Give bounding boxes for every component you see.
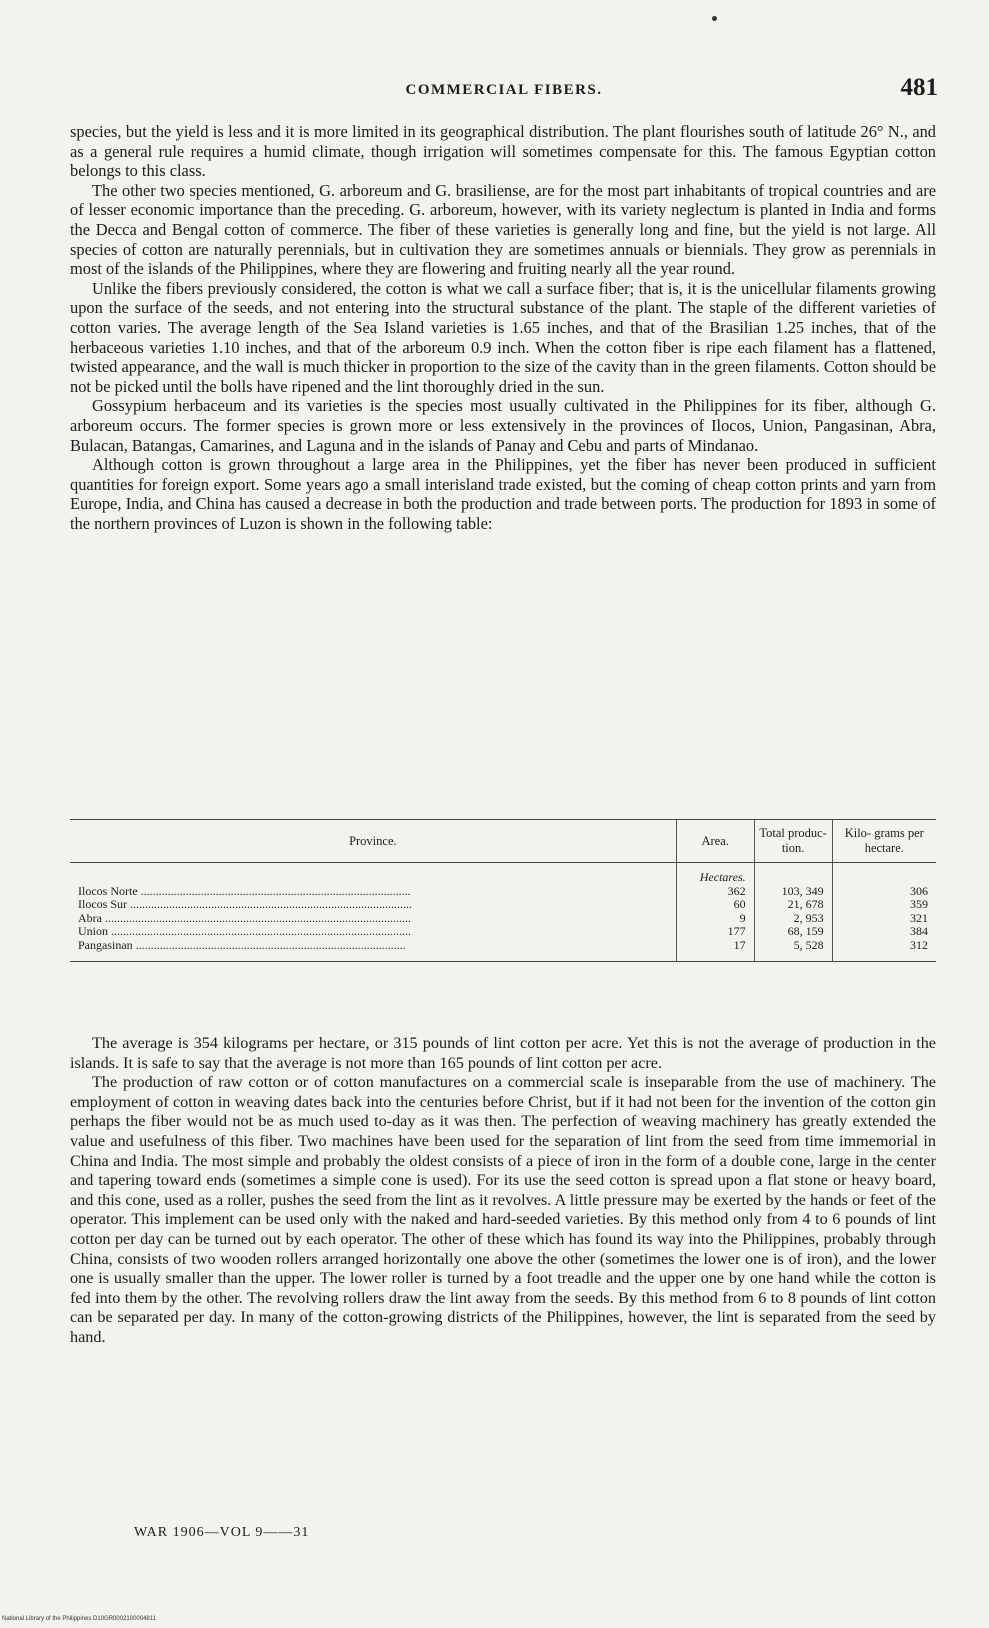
table-cell: [754, 863, 832, 885]
kilo-value: 306: [832, 885, 936, 899]
table-row: [70, 885, 936, 899]
body-text-top: [70, 122, 936, 533]
page-header: [70, 74, 938, 108]
area-value: 60: [676, 898, 754, 912]
paragraph: Although cotton is grown throughout a large area in the Philippines, yet the fiber has never been produced in sufficient quantities for foreign export. Some years ago a small interisland trade existed, but the coming of cheap cotton prints and yarn from Europe, India, and China has caused a decrease in both the production and trade between ports. The production for 1893 in some of the northern provinces of Luzon is shown in the following table:: [70, 455, 936, 533]
kilo-value: 384: [832, 925, 936, 939]
table-cell: [70, 863, 676, 885]
province-name: Ilocos Sur ..............................................................................................: [78, 897, 412, 912]
table-row: [70, 925, 936, 939]
paragraph: The average is 354 kilograms per hectare, or 315 pounds of lint cotton per acre. Yet this is not the average of production in the islands. It is safe to say that the average is not more than 165 pounds of lint cotton per acre.: [70, 1034, 936, 1072]
area-value: 9: [676, 912, 754, 926]
province-name: Ilocos Norte ..........................................................................................: [78, 883, 411, 898]
paragraph: The other two species mentioned, G. arboreum and G. brasiliense, are for the most part inhabitants of tropical countries and are of lesser economic importance than the preceding. G. arboreum, however, with its variety neglectum is planted in India and forms the Decca and Bengal cotton of commerce. The fiber of these varieties is generally long and fine, but the yield is not large. All species of cotton are naturally perennials, but in cultivation they are sometimes annuals or biennials. They grow as perennials in most of the islands of the Philippines, where they are flowering and fruiting nearly all the year round.: [70, 180, 936, 279]
paragraph: Unlike the fibers previously considered, the cotton is what we call a surface fiber; that is, it is the unicellular filaments growing upon the surface of the seeds, and not entering into the structural substance of the plant. The staple of the different varieties of cotton varies. The average length of the Sea Island varieties is 1.65 inches, and that of the Brasilian 1.25 inches, that of the herbaceous varieties 1.10 inches, and that of the arboreum 0.9 inch. When the cotton fiber is ripe each filament has a flattened, twisted appearance, and the wall is much thicker in proportion to the size of the cavity than in the green filaments. Cotton should be not be picked until the bolls have ripened and the lint thoroughly dried in the sun.: [70, 278, 936, 396]
production-table: [70, 819, 936, 962]
area-value: 177: [676, 925, 754, 939]
header-kilograms-per-hectare: Kilo- grams per hectare.: [832, 820, 936, 863]
table-unit-row: [70, 863, 936, 885]
kilo-value: 359: [832, 898, 936, 912]
paragraph: species, but the yield is less and it is more limited in its geographical distribution. The plant flourishes south of latitude 26° N., and as a general rule requires a humid climate, though irrigation will sometimes compensate for this. The famous Egyptian cotton belongs to this class.: [70, 122, 936, 181]
production-table-container: [70, 819, 936, 962]
table-cell: [832, 863, 936, 885]
province-name: Pangasinan ..........................................................................................: [70, 939, 676, 961]
kilo-value: 312: [832, 939, 936, 961]
body-text-bottom: [70, 1034, 936, 1348]
total-value: 21, 678: [754, 898, 832, 912]
kilo-value: 321: [832, 912, 936, 926]
running-head: COMMERCIAL FIBERS.: [405, 82, 603, 98]
area-value: 362: [676, 885, 754, 899]
total-value: 2, 953: [754, 912, 832, 926]
province-name: Union ....................................................................................................: [78, 924, 411, 939]
total-value: 103, 349: [754, 885, 832, 899]
header-area: Area.: [676, 820, 754, 863]
paragraph: The production of raw cotton or of cotton manufactures on a commercial scale is inseparable from the use of machinery. The employment of cotton in weaving dates back into the centuries before Christ, but if it had not been for the invention of the cotton gin perhaps the fiber would not be as much used to-day as it was then. The perfection of weaving machinery has greatly extended the value and usefulness of this fiber. Two machines have been used for the separation of lint from the seed from time immemorial in China and India. The most simple and probably the oldest consists of a piece of iron in the form of a double cone, large in the center and tapering toward ends (sometimes a simple cone is used). For its use the seed cotton is spread upon a flat stone or heavy board, and this cone, used as a roller, pushes the seed from the lint as it revolves. A little pressure may be exerted by the hands or feet of the operator. This implement can be used only with the naked and hard-seeded varieties. By this method only from 4 to 6 pounds of lint cotton per day can be turned out by each operator. The other of these which has found its way into the Philippines, probably through China, consists of two wooden rollers arranged horizontally one above the other (sometimes the lower one is of iron), and the lower one is usually smaller than the upper. The lower roller is turned by a foot treadle and the upper one by one hand while the cotton is fed into them by the other. The revolving rollers draw the lint away from the seeds. By this method from 6 to 8 pounds of lint cotton can be separated per day. In many of the cotton-growing districts of the Philippines, however, the lint is separated from the seed by hand.: [70, 1073, 936, 1346]
header-total-production: Total produc- tion.: [754, 820, 832, 863]
area-unit: Hectares.: [676, 863, 754, 885]
page-number: 481: [900, 74, 938, 101]
total-value: 5, 528: [754, 939, 832, 961]
table-row: [70, 898, 936, 912]
ink-speck: [712, 16, 717, 21]
volume-signature: WAR 1906—VOL 9——31: [134, 1525, 310, 1540]
paragraph: Gossypium herbaceum and its varieties is the species most usually cultivated in the Philippines for its fiber, although G. arboreum occurs. The former species is grown more or less extensively in the provinces of Ilocos, Union, Pangasinan, Abra, Bulacan, Batangas, Camarines, and Laguna and in the islands of Panay and Cebu and parts of Mindanao.: [70, 396, 936, 455]
table-header-row: [70, 820, 936, 863]
footer-credit: National Library of the Philippines D10GR0002100004811: [2, 1616, 156, 1622]
province-name: Abra ......................................................................................................: [78, 910, 411, 925]
table-row: [70, 939, 936, 961]
total-value: 68, 159: [754, 925, 832, 939]
area-value: 17: [676, 939, 754, 961]
header-province: Province.: [70, 820, 676, 863]
table-row: [70, 912, 936, 926]
